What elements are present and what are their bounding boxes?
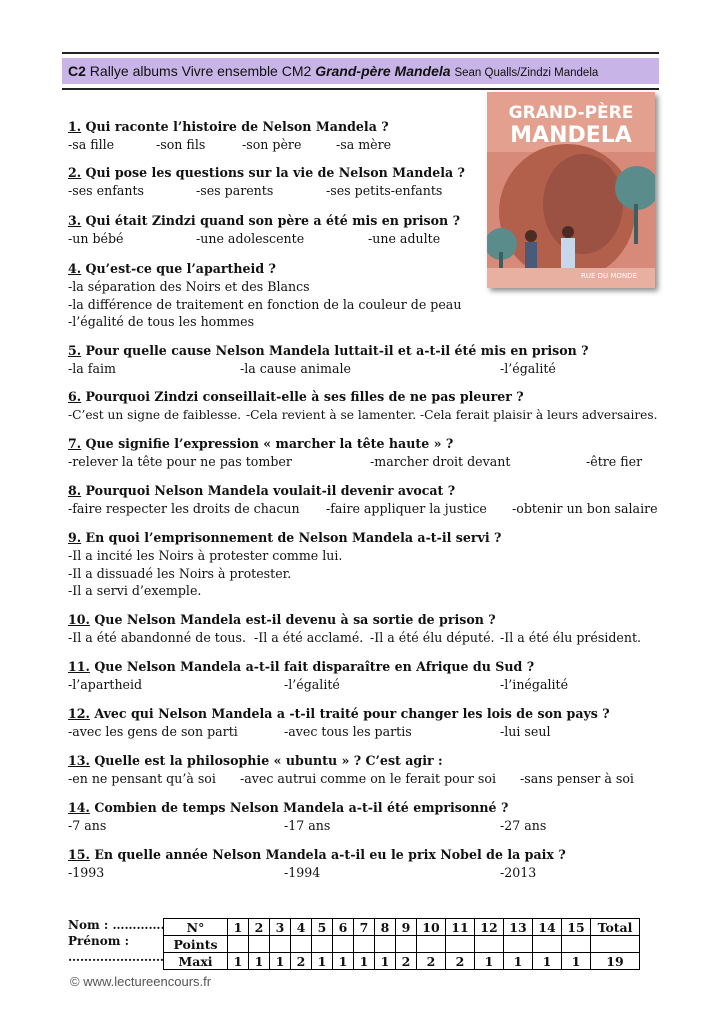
answer-row bbox=[68, 864, 566, 882]
answer-option: -Il a été acclamé. bbox=[254, 630, 364, 645]
question-title: 4. Qu’est-ce que l’apartheid ? bbox=[68, 261, 276, 276]
question-title: 6. Pourquoi Zindzi conseillait-elle à ses filles de ne pas pleurer ? bbox=[68, 389, 524, 404]
score-col-number: 12 bbox=[475, 919, 504, 936]
score-points-label: Points bbox=[164, 936, 228, 953]
answer-row bbox=[68, 500, 658, 518]
footer-copyright[interactable]: © www.lectureencours.fr bbox=[70, 974, 212, 989]
answer-option: -en ne pensant qu’à soi bbox=[68, 771, 216, 786]
score-maxi-value: 1 bbox=[249, 953, 270, 970]
score-col-number: 10 bbox=[417, 919, 446, 936]
answer-row bbox=[68, 770, 634, 788]
answer-option: -la cause animale bbox=[240, 361, 351, 376]
score-maxi-row bbox=[164, 953, 640, 970]
answer-option: -être fier bbox=[586, 454, 643, 469]
question-title: 13. Quelle est la philosophie « ubuntu » ? C’est agir : bbox=[68, 753, 443, 768]
answer-option: -la séparation des Noirs et des Blancs bbox=[68, 279, 310, 294]
answer-option: -l’égalité bbox=[284, 677, 340, 692]
score-maxi-value: 2 bbox=[446, 953, 475, 970]
cover-title-line2: MANDELA bbox=[510, 123, 632, 148]
answer-option: -lui seul bbox=[500, 724, 551, 739]
score-points-cell[interactable] bbox=[533, 936, 562, 953]
answer-option: -faire respecter les droits de chacun bbox=[68, 501, 300, 516]
answer-row bbox=[68, 817, 547, 835]
question-3 bbox=[68, 211, 460, 248]
score-points-cell[interactable] bbox=[249, 936, 270, 953]
answer-row bbox=[68, 453, 643, 471]
question-title: 7. Que signifie l’expression « marcher la tête haute » ? bbox=[68, 436, 454, 451]
answer-option: -ses parents bbox=[196, 183, 274, 198]
score-header-row bbox=[164, 919, 640, 936]
answer-option: -2013 bbox=[500, 865, 537, 880]
score-points-cell[interactable] bbox=[475, 936, 504, 953]
answer-option: -son fils bbox=[156, 137, 206, 152]
question-title: 15. En quelle année Nelson Mandela a-t-il eu le prix Nobel de la paix ? bbox=[68, 847, 566, 862]
question-12 bbox=[68, 704, 610, 741]
answer-option: -faire appliquer la justice bbox=[326, 501, 487, 516]
answer-option: -l’inégalité bbox=[500, 677, 569, 692]
answer-option: -avec autrui comme on le ferait pour soi bbox=[240, 771, 496, 786]
score-col-number: 14 bbox=[533, 919, 562, 936]
answer-row bbox=[68, 230, 460, 248]
answer-option: -Cela ferait plaisir à leurs adversaires. bbox=[420, 408, 658, 422]
header-tag: C2 bbox=[68, 63, 86, 79]
answer-option: -une adolescente bbox=[196, 231, 305, 246]
score-col-number: 8 bbox=[375, 919, 396, 936]
question-title: 9. En quoi l’emprisonnement de Nelson Mandela a-t-il servi ? bbox=[68, 530, 502, 545]
question-4 bbox=[68, 259, 461, 331]
question-13 bbox=[68, 751, 634, 788]
score-maxi-total: 19 bbox=[591, 953, 640, 970]
score-maxi-value: 2 bbox=[417, 953, 446, 970]
answer-option: -relever la tête pour ne pas tomber bbox=[68, 454, 292, 469]
question-14 bbox=[68, 798, 547, 835]
answer-option: -17 ans bbox=[284, 818, 331, 833]
answer-row bbox=[68, 723, 610, 741]
score-col-number: 2 bbox=[249, 919, 270, 936]
score-maxi-value: 1 bbox=[533, 953, 562, 970]
student-name-box bbox=[68, 917, 165, 965]
answer-row bbox=[68, 629, 642, 647]
question-title: 11. Que Nelson Mandela a-t-il fait disparaître en Afrique du Sud ? bbox=[68, 659, 535, 674]
answer-option: -la différence de traitement en fonction de la couleur de peau bbox=[68, 296, 462, 312]
score-maxi-value: 1 bbox=[354, 953, 375, 970]
score-points-row bbox=[164, 936, 640, 953]
question-15 bbox=[68, 845, 566, 882]
header-book-title: Grand-père Mandela bbox=[315, 63, 451, 79]
answer-option: -Il a servi d’exemple. bbox=[68, 583, 202, 598]
answer-row bbox=[68, 136, 392, 154]
answer-option: -ses enfants bbox=[68, 183, 145, 198]
score-points-cell[interactable] bbox=[354, 936, 375, 953]
answer-option: -Il a incité les Noirs à protester comme lui. bbox=[68, 548, 343, 563]
question-title: 2. Qui pose les questions sur la vie de Nelson Mandela ? bbox=[68, 165, 465, 180]
score-maxi-value: 2 bbox=[396, 953, 417, 970]
score-col-number: 11 bbox=[446, 919, 475, 936]
score-maxi-value: 2 bbox=[291, 953, 312, 970]
answer-option: -avec tous les partis bbox=[284, 724, 412, 739]
question-title: 8. Pourquoi Nelson Mandela voulait-il devenir avocat ? bbox=[68, 483, 456, 498]
score-maxi-value: 1 bbox=[504, 953, 533, 970]
question-5 bbox=[68, 341, 589, 378]
answer-option: -7 ans bbox=[68, 818, 107, 833]
answer-option: -avec les gens de son parti bbox=[68, 724, 238, 739]
score-points-total-cell[interactable] bbox=[591, 936, 640, 953]
answer-option: -27 ans bbox=[500, 818, 547, 833]
score-col-number: 3 bbox=[270, 919, 291, 936]
question-11 bbox=[68, 657, 569, 694]
prenom-dots: …………………… bbox=[68, 950, 164, 964]
score-col-number: 6 bbox=[333, 919, 354, 936]
answer-row bbox=[68, 182, 465, 200]
answer-option: -une adulte bbox=[368, 231, 441, 246]
answer-option: -la faim bbox=[68, 361, 116, 376]
question-10 bbox=[68, 610, 642, 647]
score-points-cell[interactable] bbox=[417, 936, 446, 953]
question-title: 3. Qui était Zindzi quand son père a été mis en prison ? bbox=[68, 213, 460, 228]
score-points-cell[interactable] bbox=[291, 936, 312, 953]
score-points-cell[interactable] bbox=[562, 936, 591, 953]
header-top-rule bbox=[62, 52, 659, 54]
score-maxi-value: 1 bbox=[333, 953, 354, 970]
answer-row bbox=[68, 406, 658, 424]
answer-option: -Cela revient à se lamenter. bbox=[246, 408, 417, 422]
answer-option: -Il a dissuadé les Noirs à protester. bbox=[68, 565, 292, 581]
score-points-cell[interactable] bbox=[270, 936, 291, 953]
answer-option: -marcher droit devant bbox=[370, 454, 511, 469]
question-8 bbox=[68, 481, 658, 518]
score-col-number: 1 bbox=[228, 919, 249, 936]
answer-option: -un bébé bbox=[68, 231, 124, 246]
answer-option: -l’égalité de tous les hommes bbox=[68, 314, 255, 329]
answer-option: -sa fille bbox=[68, 137, 115, 152]
question-9 bbox=[68, 528, 501, 600]
score-maxi-value: 1 bbox=[562, 953, 591, 970]
score-n-label: N° bbox=[164, 919, 228, 936]
header-text: Rallye albums Vivre ensemble CM2 bbox=[89, 63, 312, 79]
score-points-cell[interactable] bbox=[312, 936, 333, 953]
prenom-label: Prénom : bbox=[68, 934, 130, 948]
score-points-cell[interactable] bbox=[396, 936, 417, 953]
question-1 bbox=[68, 117, 392, 154]
answer-option: -Il a été abandonné de tous. bbox=[68, 630, 246, 645]
answer-option: -l’apartheid bbox=[68, 677, 143, 692]
score-maxi-value: 1 bbox=[475, 953, 504, 970]
answer-option: -Il a été élu président. bbox=[500, 630, 642, 645]
question-2 bbox=[68, 163, 465, 200]
score-points-cell[interactable] bbox=[228, 936, 249, 953]
answer-option: -sa mère bbox=[336, 137, 392, 152]
header-bottom-rule bbox=[62, 88, 659, 90]
question-title: 12. Avec qui Nelson Mandela a -t-il traité pour changer les lois de son pays ? bbox=[68, 706, 610, 721]
answer-option: -1994 bbox=[284, 865, 321, 880]
question-6 bbox=[68, 387, 658, 424]
score-maxi-value: 1 bbox=[312, 953, 333, 970]
answer-option: -son père bbox=[242, 137, 302, 152]
score-col-number: 13 bbox=[504, 919, 533, 936]
question-7 bbox=[68, 434, 643, 471]
score-col-number: 4 bbox=[291, 919, 312, 936]
score-points-cell[interactable] bbox=[446, 936, 475, 953]
answer-option: -sans penser à soi bbox=[520, 771, 634, 786]
header-authors: Sean Qualls/Zindzi Mandela bbox=[454, 67, 599, 79]
score-points-cell[interactable] bbox=[333, 936, 354, 953]
nom-label: Nom : …………. bbox=[68, 918, 165, 932]
cover-title-line1: GRAND-PÈRE bbox=[508, 103, 634, 123]
worksheet-header bbox=[62, 58, 659, 84]
answer-option: -obtenir un bon salaire bbox=[512, 501, 658, 516]
answer-option: -l’égalité bbox=[500, 361, 556, 376]
score-points-cell[interactable] bbox=[375, 936, 396, 953]
score-table bbox=[163, 918, 640, 970]
score-total-label: Total bbox=[591, 919, 640, 936]
cover-publisher: RUE DU MONDE bbox=[581, 272, 637, 280]
answer-option: -1993 bbox=[68, 865, 105, 880]
book-cover-image bbox=[487, 92, 655, 288]
score-col-number: 15 bbox=[562, 919, 591, 936]
score-col-number: 5 bbox=[312, 919, 333, 936]
answer-option: -C’est un signe de faiblesse. bbox=[68, 408, 242, 422]
question-title: 14. Combien de temps Nelson Mandela a-t-il été emprisonné ? bbox=[68, 800, 509, 815]
answer-option: -Il a été élu député. bbox=[370, 630, 495, 645]
answer-option: -ses petits-enfants bbox=[326, 183, 443, 198]
question-title: 1. Qui raconte l’histoire de Nelson Mandela ? bbox=[68, 119, 389, 134]
answer-row bbox=[68, 360, 589, 378]
score-col-number: 7 bbox=[354, 919, 375, 936]
score-maxi-value: 1 bbox=[228, 953, 249, 970]
question-title: 5. Pour quelle cause Nelson Mandela luttait-il et a-t-il été mis en prison ? bbox=[68, 343, 589, 358]
question-title: 10. Que Nelson Mandela est-il devenu à sa sortie de prison ? bbox=[68, 612, 496, 627]
score-points-cell[interactable] bbox=[504, 936, 533, 953]
score-maxi-value: 1 bbox=[270, 953, 291, 970]
score-maxi-value: 1 bbox=[375, 953, 396, 970]
score-maxi-label: Maxi bbox=[164, 953, 228, 970]
score-col-number: 9 bbox=[396, 919, 417, 936]
answer-row bbox=[68, 676, 569, 694]
